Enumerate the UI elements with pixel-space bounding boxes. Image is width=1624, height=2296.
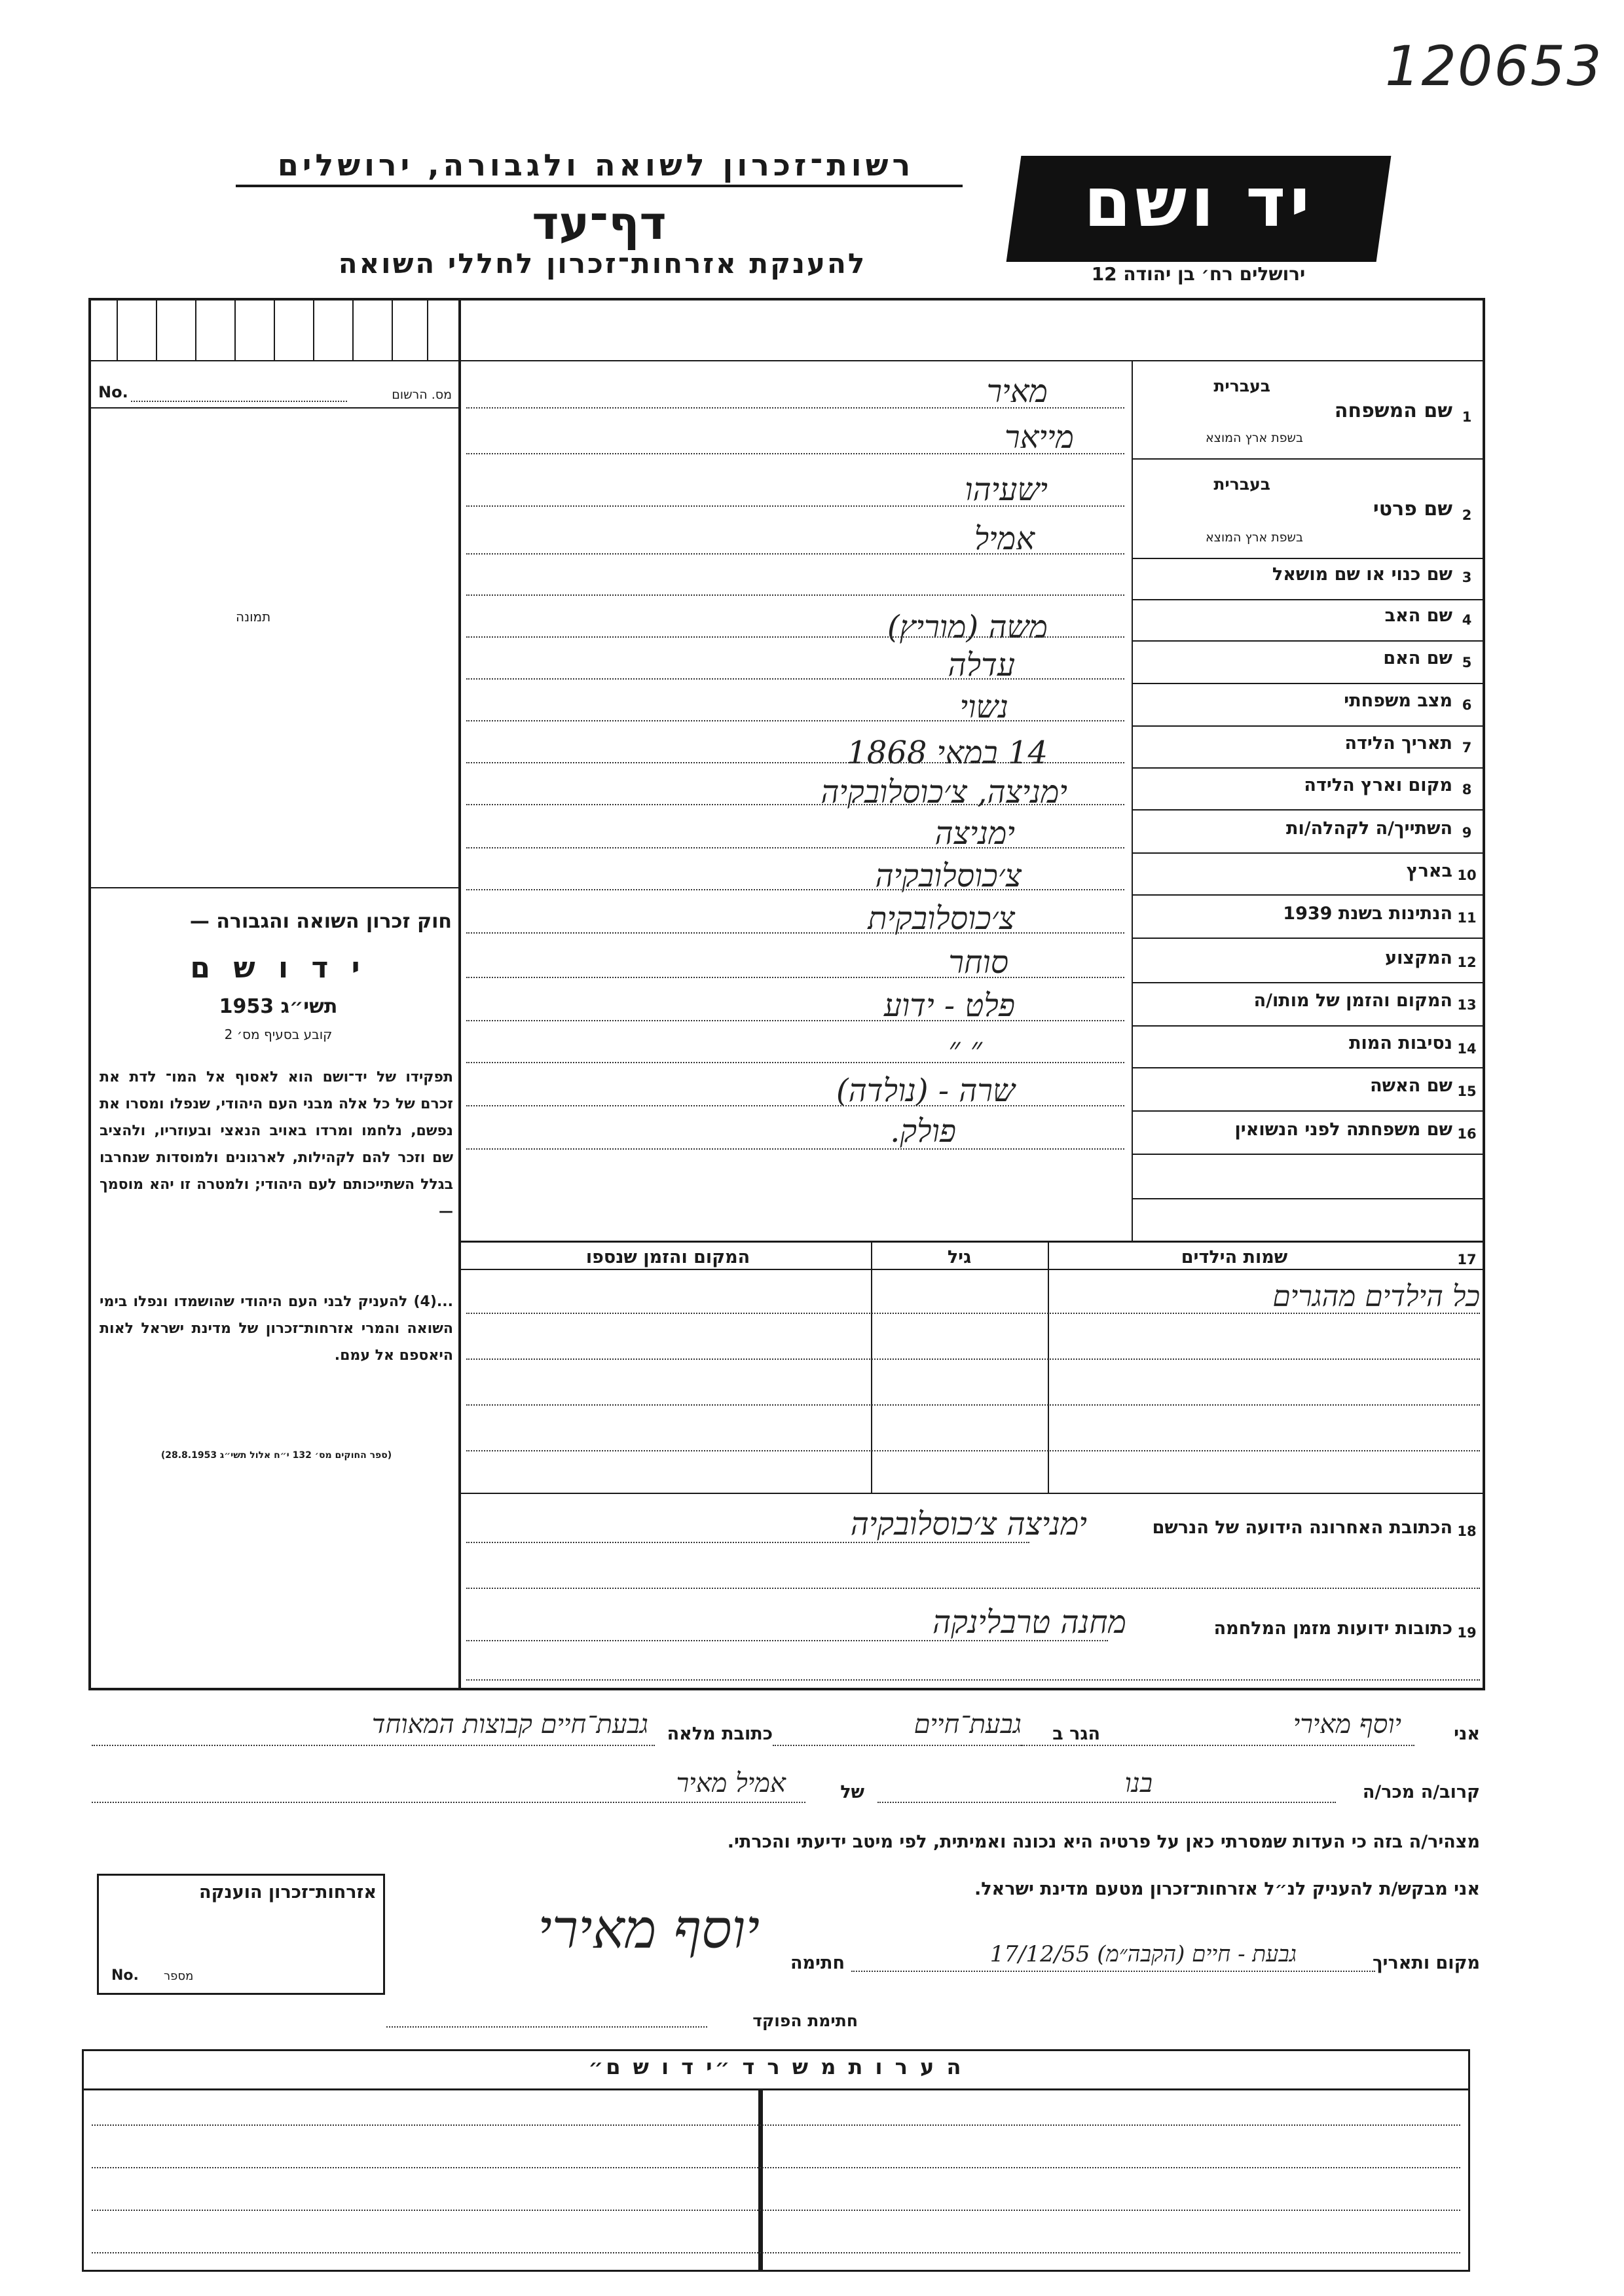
law-name: י ד ו ש ם [190, 951, 367, 985]
children-names-header: שמות הילדים [1181, 1247, 1288, 1267]
field-1-value-native: מייאר [1004, 419, 1074, 456]
declaration-text-2: אני מבקש/ת להעניק לנ״ל אזרחות־זכרון מטעם מדינת ישראל. [974, 1879, 1480, 1899]
field-15-number: 15 [1457, 1084, 1477, 1099]
declarant-name: יוסף מאירי [1293, 1709, 1401, 1740]
field-5-label: שם האם [1383, 648, 1452, 668]
field-1-native-label: בשפת ארץ המוצא [1205, 431, 1303, 445]
field-5-value: עדלה [948, 647, 1015, 683]
officer-signature-label: חתימת הפוקד [752, 2011, 858, 2030]
field-18-value: ימניצה צ׳כוסלובקיה [850, 1506, 1087, 1542]
field-4-label: שם האב [1384, 606, 1452, 626]
reg-no-label: No. [98, 383, 128, 401]
field-10-number: 10 [1457, 867, 1477, 883]
field-7-label: תאריך הלידה [1344, 733, 1452, 754]
field-12-value: סוחר [948, 944, 1008, 981]
law-text-1: תפקידו של יד־ושם הוא לאסוף אל המו־ לדת את זכרם של כל אלה מבני העם היהודי, שנפלו ומסרו את נפשם, נלחמו ומרדו באויב הנאצי ובעוזריו, ולהציב שם וזכר להם לקהילות, לארגונים ולמוסדות שנחרבו בגלל השתייכותם לעם היהודי; ולמטרה זו יהא מוסמך — [100, 1069, 453, 1220]
field-2-hebrew-label: בעברית [1213, 475, 1270, 494]
field-8-value: ימניצה, צ׳כוסלובקיה [821, 774, 1067, 811]
field-6-label: מצב משפחתי [1344, 691, 1452, 711]
children-age-header: גיל [947, 1247, 972, 1267]
field-7-value: 14 במאי 1868 [847, 735, 1048, 771]
law-year: תשי״ג 1953 [219, 995, 338, 1018]
field-3-label: שם כנוי או שם מושאל [1272, 564, 1452, 585]
remarks-title: ה ע ר ו ת מ ש ר ד ״י ד ו ש ם״ [588, 2054, 964, 2079]
field-1-label: שם המשפחה [1334, 399, 1452, 422]
address-value: גבעת־חיים קבוצות המאוחד [371, 1709, 648, 1740]
field-2-value-hebrew: ישעיהו [965, 471, 1048, 508]
field-3-number: 3 [1462, 570, 1472, 585]
field-12-number: 12 [1457, 955, 1477, 970]
place-date-label: מקום ותאריך [1372, 1953, 1480, 1973]
field-14-number: 14 [1457, 1041, 1477, 1057]
field-1-hebrew-label: בעברית [1213, 376, 1270, 395]
field-10-label: בארץ [1406, 861, 1452, 881]
declaration-text-1: מצהיר/ה בזה כי העדות שמסרתי כאן על פרטיה היא נכונה ואמיתית, לפי מיטב ידיעתי והכרתי. [727, 1832, 1480, 1852]
declarant-signature: יוסף מאירי [538, 1899, 760, 1961]
field-14-value: ״ ״ [948, 1030, 982, 1067]
field-15-value: שרה - (נולדה) [836, 1072, 1015, 1109]
field-7-number: 7 [1462, 740, 1472, 756]
form-title: דף־עד [532, 196, 667, 250]
field-8-number: 8 [1462, 782, 1472, 797]
field-1-value-hebrew: מאיר [986, 373, 1048, 410]
relation-label: קרוב/ה מכר/ה [1362, 1782, 1480, 1802]
field-19-number: 19 [1457, 1625, 1477, 1641]
authority-title: רשות־זכרון לשואה ולגבורה, ירושלים [277, 147, 915, 183]
field-4-value: משה (מוריץ) [887, 609, 1048, 646]
field-19-value: מחנה טרבלינקה [932, 1604, 1126, 1641]
field-10-value: צ׳כוסלובקיה [875, 858, 1022, 894]
relation-value: בנו [1124, 1768, 1153, 1798]
field-9-value: ימניצה [934, 815, 1015, 852]
children-row-1: כל הילדים מהגרים [1272, 1280, 1480, 1313]
field-9-label: השתייך/ה לקהלה/ות [1286, 818, 1452, 839]
field-8-label: מקום וארץ הלידה [1304, 775, 1452, 795]
law-source: (ספר החוקים מס׳ 132 י״ח אלול תשי״ג 28.8.1953) [160, 1450, 392, 1461]
field-11-number: 11 [1457, 910, 1477, 926]
law-clause: קובע בסעיף מס׳ 2 [224, 1027, 333, 1042]
signature-label: חתימה [790, 1953, 845, 1973]
citizenship-title: אזרחות־זכרון הוענקה [199, 1882, 377, 1903]
of-value: אמיל מאיר [676, 1768, 786, 1798]
field-2-native-label: בשפת ארץ המוצא [1205, 530, 1303, 545]
field-13-label: המקום והזמן של מותו/ה [1253, 991, 1452, 1011]
field-6-number: 6 [1462, 697, 1472, 713]
declarant-ani: אני [1454, 1724, 1480, 1744]
field-11-label: הנתינות בשנת 1939 [1283, 903, 1452, 924]
field-18-label: הכתובת האחרונה הידועה של הנרשם [1152, 1518, 1452, 1538]
field-14-label: נסיבות המות [1349, 1033, 1452, 1053]
citizenship-no-hebrew: מספר [164, 1969, 194, 1983]
children-place-header: המקום והזמן שנספו [585, 1247, 750, 1267]
field-2-number: 2 [1462, 507, 1472, 523]
field-6-value: נשוי [959, 689, 1008, 725]
citizenship-no: No. [111, 1967, 139, 1984]
field-16-number: 16 [1457, 1126, 1477, 1142]
field-9-number: 9 [1462, 825, 1472, 841]
field-16-label: שם משפחתה לפני הנשואין [1234, 1120, 1452, 1140]
photo-label: תמונה [236, 609, 271, 625]
field-16-value: פולק. [890, 1113, 956, 1150]
field-11-value: צ׳כוסלובקית [868, 900, 1015, 937]
field-13-value: פלט - ידוע [883, 987, 1015, 1024]
field-12-label: המקצוע [1385, 948, 1452, 968]
address-label: כתובת מלאה [667, 1724, 773, 1744]
of-label: של [840, 1782, 864, 1802]
reg-number-label: מס. הרשום [392, 388, 452, 402]
logo-text: יד ושם [1084, 162, 1314, 242]
office-address: ירושלים רח׳ בן יהודה 12 [1091, 263, 1306, 285]
lives-label: הגר ב [1052, 1724, 1100, 1744]
place-date-value: גבעת - חיים (הקבה״מ) 17/12/55 [989, 1941, 1297, 1967]
field-13-number: 13 [1457, 997, 1477, 1013]
field-2-label: שם פרטי [1373, 498, 1452, 520]
field-4-number: 4 [1462, 612, 1472, 628]
field-5-number: 5 [1462, 655, 1472, 670]
lives-value: גבעת־חיים [913, 1709, 1022, 1740]
law-title: חוק זכרון השואה והגבורה — [189, 910, 452, 933]
remarks-box [82, 2049, 1470, 2272]
field-18-number: 18 [1457, 1523, 1477, 1539]
field-17-number: 17 [1457, 1252, 1477, 1267]
law-text-2: ...(4) להעניק לבני העם היהודי שהושמדו ונפלו בימי השואה והמרי אזרחות־זכרון של מדינת ישראל לאות היאספם אל עמם. [100, 1294, 453, 1364]
archive-number: 120653 [1385, 34, 1603, 98]
field-15-label: שם האשה [1370, 1076, 1452, 1096]
field-1-number: 1 [1462, 409, 1472, 425]
field-2-value-native: אמיל [974, 520, 1035, 557]
form-subtitle: להענקת אזרחות־זכרון לחללי השואה [338, 247, 867, 280]
field-19-label: כתובות ידועות מזמן המלחמה [1213, 1618, 1452, 1639]
